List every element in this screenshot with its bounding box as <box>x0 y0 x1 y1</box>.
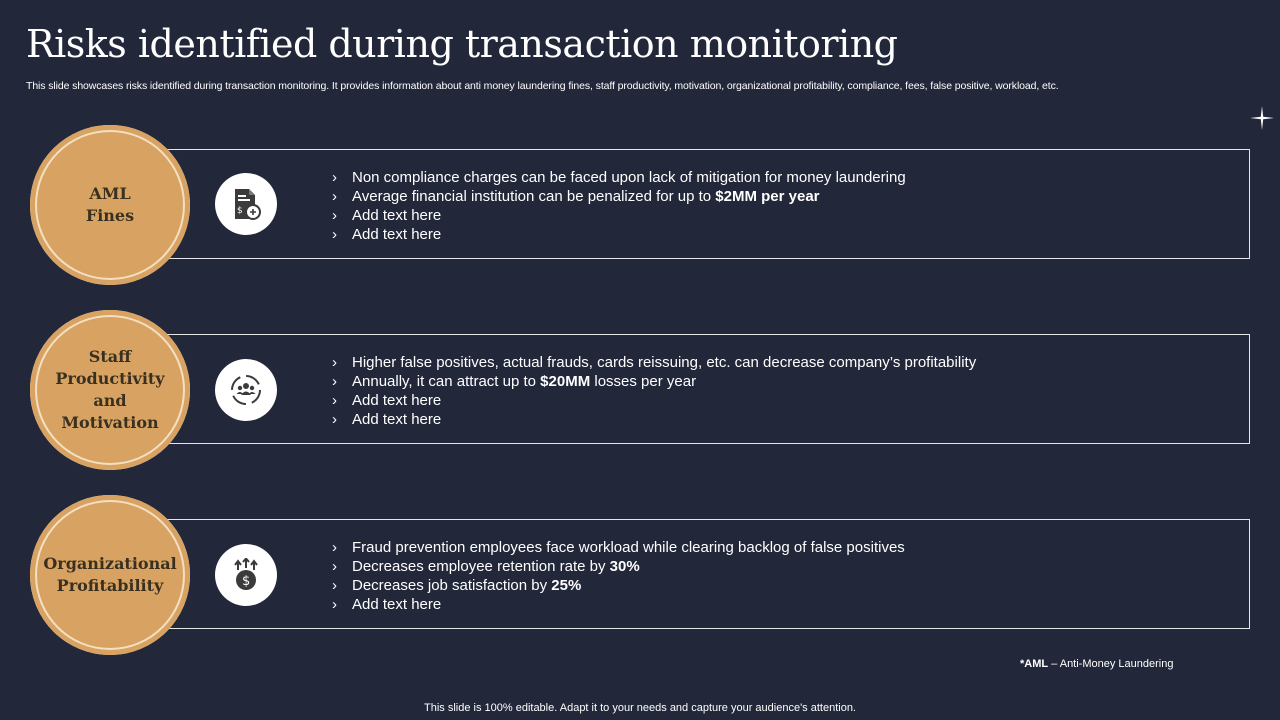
svg-text:$: $ <box>237 206 243 216</box>
list-item: › Fraud prevention employees face workload while clearing backlog of false positives <box>332 539 905 556</box>
aml-footnote: *AML – Anti-Money Laundering <box>1020 658 1174 670</box>
slide-footer: This slide is 100% editable. Adapt it to your needs and capture your audience's attention. <box>424 702 856 714</box>
list-item: › Decreases employee retention rate by 30% <box>332 558 640 575</box>
risk-category-circle <box>30 495 190 655</box>
list-item: › Non compliance charges can be faced upon lack of mitigation for money laundering <box>332 169 906 186</box>
risk-category-label: Staff Productivity and Motivation <box>55 347 165 432</box>
document-dollar-icon <box>215 173 277 235</box>
list-item: › Annually, it can attract up to $20MM losses per year <box>332 373 697 390</box>
list-item: › Add text here <box>332 596 442 613</box>
risk-category-circle <box>30 125 190 285</box>
risk-row-aml-fines <box>0 125 1280 285</box>
list-item: › Average financial institution can be penalized for up to $2MM per year <box>332 188 820 205</box>
list-item: › Add text here <box>332 226 442 243</box>
slide-title: Risks identified during transaction monitoring <box>26 22 898 66</box>
risk-row-organizational-profitability <box>0 495 1280 655</box>
risk-row-staff-productivity <box>0 310 1280 470</box>
list-item: › Add text here <box>332 207 442 224</box>
risk-category-label: AML Fines <box>85 184 135 225</box>
list-item: › Add text here <box>332 411 442 428</box>
risk-bullet-list <box>332 168 906 244</box>
list-item: › Higher false positives, actual frauds, cards reissuing, etc. can decrease company’s profitability <box>332 354 977 371</box>
team-cycle-icon <box>215 359 277 421</box>
list-item: › Decreases job satisfaction by 25% <box>332 577 582 594</box>
money-growth-icon <box>215 544 277 606</box>
risk-category-circle <box>30 310 190 470</box>
list-item: › Add text here <box>332 392 442 409</box>
risk-bullet-list <box>332 538 905 614</box>
slide-subtitle: This slide showcases risks identified during transaction monitoring. It provides information about anti money laundering fines, staff productivity, motivation, organizational profitability, compliance, fees, false positive, workload, etc. <box>26 80 1059 92</box>
risk-category-label: Organizational Profitability <box>43 554 177 595</box>
svg-text:$: $ <box>242 574 251 589</box>
risk-bullet-list <box>332 353 976 429</box>
